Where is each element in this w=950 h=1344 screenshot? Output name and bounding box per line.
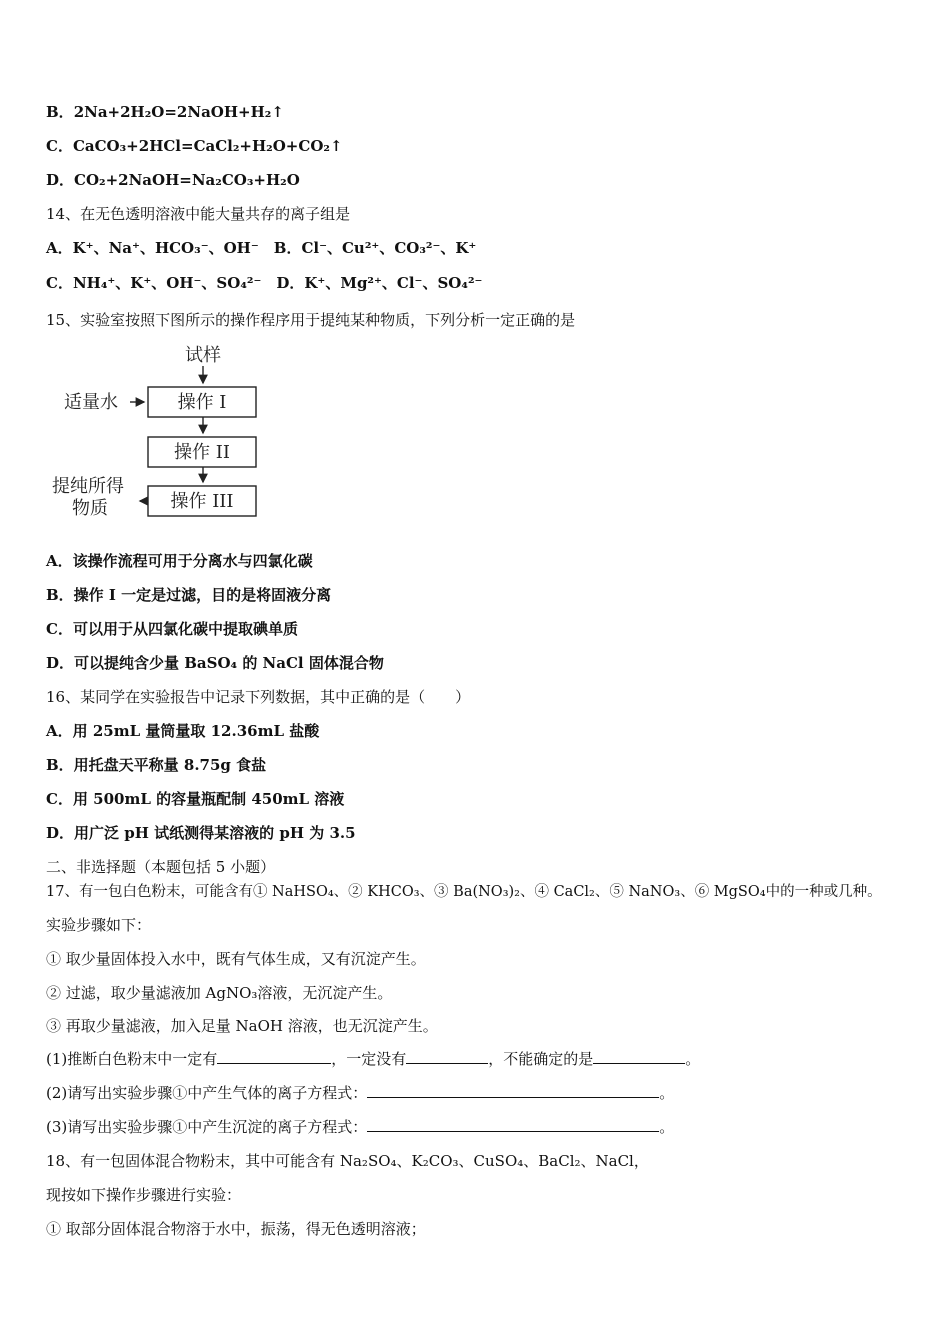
q17-part-1-text-b: ，一定没有 [331, 1050, 407, 1068]
q14-options-ab: A．K⁺、Na⁺、HCO₃⁻、OH⁻ B．Cl⁻、Cu²⁺、CO₃²⁻、K⁺ [46, 239, 477, 257]
flow-result-line2: 物质 [72, 498, 108, 519]
flow-sample-label: 试样 [185, 345, 221, 366]
q17-part-1-text-c: ，不能确定的是 [488, 1050, 594, 1068]
flow-op2-label: 操作 II [174, 442, 230, 463]
q13-option-b-text: 2Na+2H₂O=2NaOH+H₂↑ [73, 103, 284, 121]
q17-step-2: ② 过滤，取少量滤液加 AgNO₃溶液，无沉淀产生。 [46, 984, 393, 1002]
q13-option-b [46, 102, 284, 122]
q17-part-2-end: 。 [659, 1084, 675, 1102]
flow-op3-label: 操作 III [170, 491, 234, 512]
q13-option-c-text: CaCO₃+2HCl=CaCl₂+H₂O+CO₂↑ [72, 137, 343, 155]
q17-blank-gas-equation[interactable] [367, 1083, 659, 1098]
q17-step-1: ① 取少量固体投入水中，既有气体生成，又有沉淀产生。 [46, 950, 426, 968]
q17-step-3: ③ 再取少量滤液，加入足量 NaOH 溶液，也无沉淀产生。 [46, 1017, 438, 1035]
q16-option-d: D．用广泛 pH 试纸测得某溶液的 pH 为 3.5 [46, 824, 356, 842]
q17-blank-precipitate-equation[interactable] [367, 1117, 659, 1132]
q17-part-1-text-a: (1)推断白色粉末中一定有 [46, 1050, 218, 1068]
q16-option-a: A．用 25mL 量筒量取 12.36mL 盐酸 [46, 722, 320, 740]
section-2-heading: 二、非选择题（本题包括 5 小题） [46, 858, 276, 876]
q16-option-c: C．用 500mL 的容量瓶配制 450mL 溶液 [46, 790, 345, 808]
q13-option-c [46, 136, 343, 156]
q16-option-b: B．用托盘天平称量 8.75g 食盐 [46, 756, 267, 774]
q18-stem: 18、有一包固体混合物粉末，其中可能含有 Na₂SO₄、K₂CO₃、CuSO₄、BaCl₂、NaCl， [46, 1152, 649, 1170]
q15-option-d: D．可以提纯含少量 BaSO₄ 的 NaCl 固体混合物 [46, 654, 384, 672]
q15-flowchart [48, 340, 278, 525]
q15-option-c: C．可以用于从四氯化碳中提取碘单质 [46, 620, 298, 638]
q13-option-d-label: D． [46, 171, 75, 189]
q14-options-cd: C．NH₄⁺、K⁺、OH⁻、SO₄²⁻ D．K⁺、Mg²⁺、Cl⁻、SO₄²⁻ [46, 274, 483, 292]
q13-option-b-label: B． [46, 103, 74, 121]
q17-part-3 [46, 1117, 674, 1137]
q17-part-1 [46, 1049, 700, 1069]
q13-option-c-label: C． [46, 137, 73, 155]
q18-line-3: ① 取部分固体混合物溶于水中，振荡，得无色透明溶液； [46, 1220, 426, 1238]
flow-op1-label: 操作 I [177, 392, 227, 413]
q17-stem: 17、有一包白色粉末，可能含有① NaHSO₄、② KHCO₃、③ Ba(NO₃)₂、④ CaCl₂、⑤ NaNO₃、⑥ MgSO₄中的一种或几种。 [46, 884, 882, 900]
q17-part-1-text-d: 。 [685, 1050, 701, 1068]
q14-stem: 14、在无色透明溶液中能大量共存的离子组是 [46, 205, 351, 223]
flow-water-label: 适量水 [64, 392, 118, 413]
q13-option-d-text: CO₂+2NaOH=Na₂CO₃+H₂O [74, 171, 300, 189]
q17-blank-uncertain[interactable] [593, 1049, 685, 1064]
q17-part-2-text: (2)请写出实验步骤①中产生气体的离子方程式： [46, 1084, 368, 1102]
q17-steps-title: 实验步骤如下： [46, 916, 152, 934]
q15-stem: 15、实验室按照下图所示的操作程序用于提纯某种物质，下列分析一定正确的是 [46, 311, 576, 329]
q17-part-2 [46, 1083, 674, 1103]
q13-option-d [46, 170, 300, 190]
q17-blank-absent[interactable] [406, 1049, 488, 1064]
q18-line-2: 现按如下操作步骤进行实验： [46, 1186, 242, 1204]
q15-option-b: B．操作 I 一定是过滤，目的是将固液分离 [46, 586, 332, 604]
q17-part-3-end: 。 [659, 1118, 675, 1136]
q15-option-a: A．该操作流程可用于分离水与四氯化碳 [46, 552, 313, 570]
q17-blank-definite[interactable] [217, 1049, 331, 1064]
q16-stem: 16、某同学在实验报告中记录下列数据，其中正确的是（ ） [46, 688, 471, 706]
flow-result-line1: 提纯所得 [52, 476, 124, 497]
q17-part-3-text: (3)请写出实验步骤①中产生沉淀的离子方程式： [46, 1118, 368, 1136]
